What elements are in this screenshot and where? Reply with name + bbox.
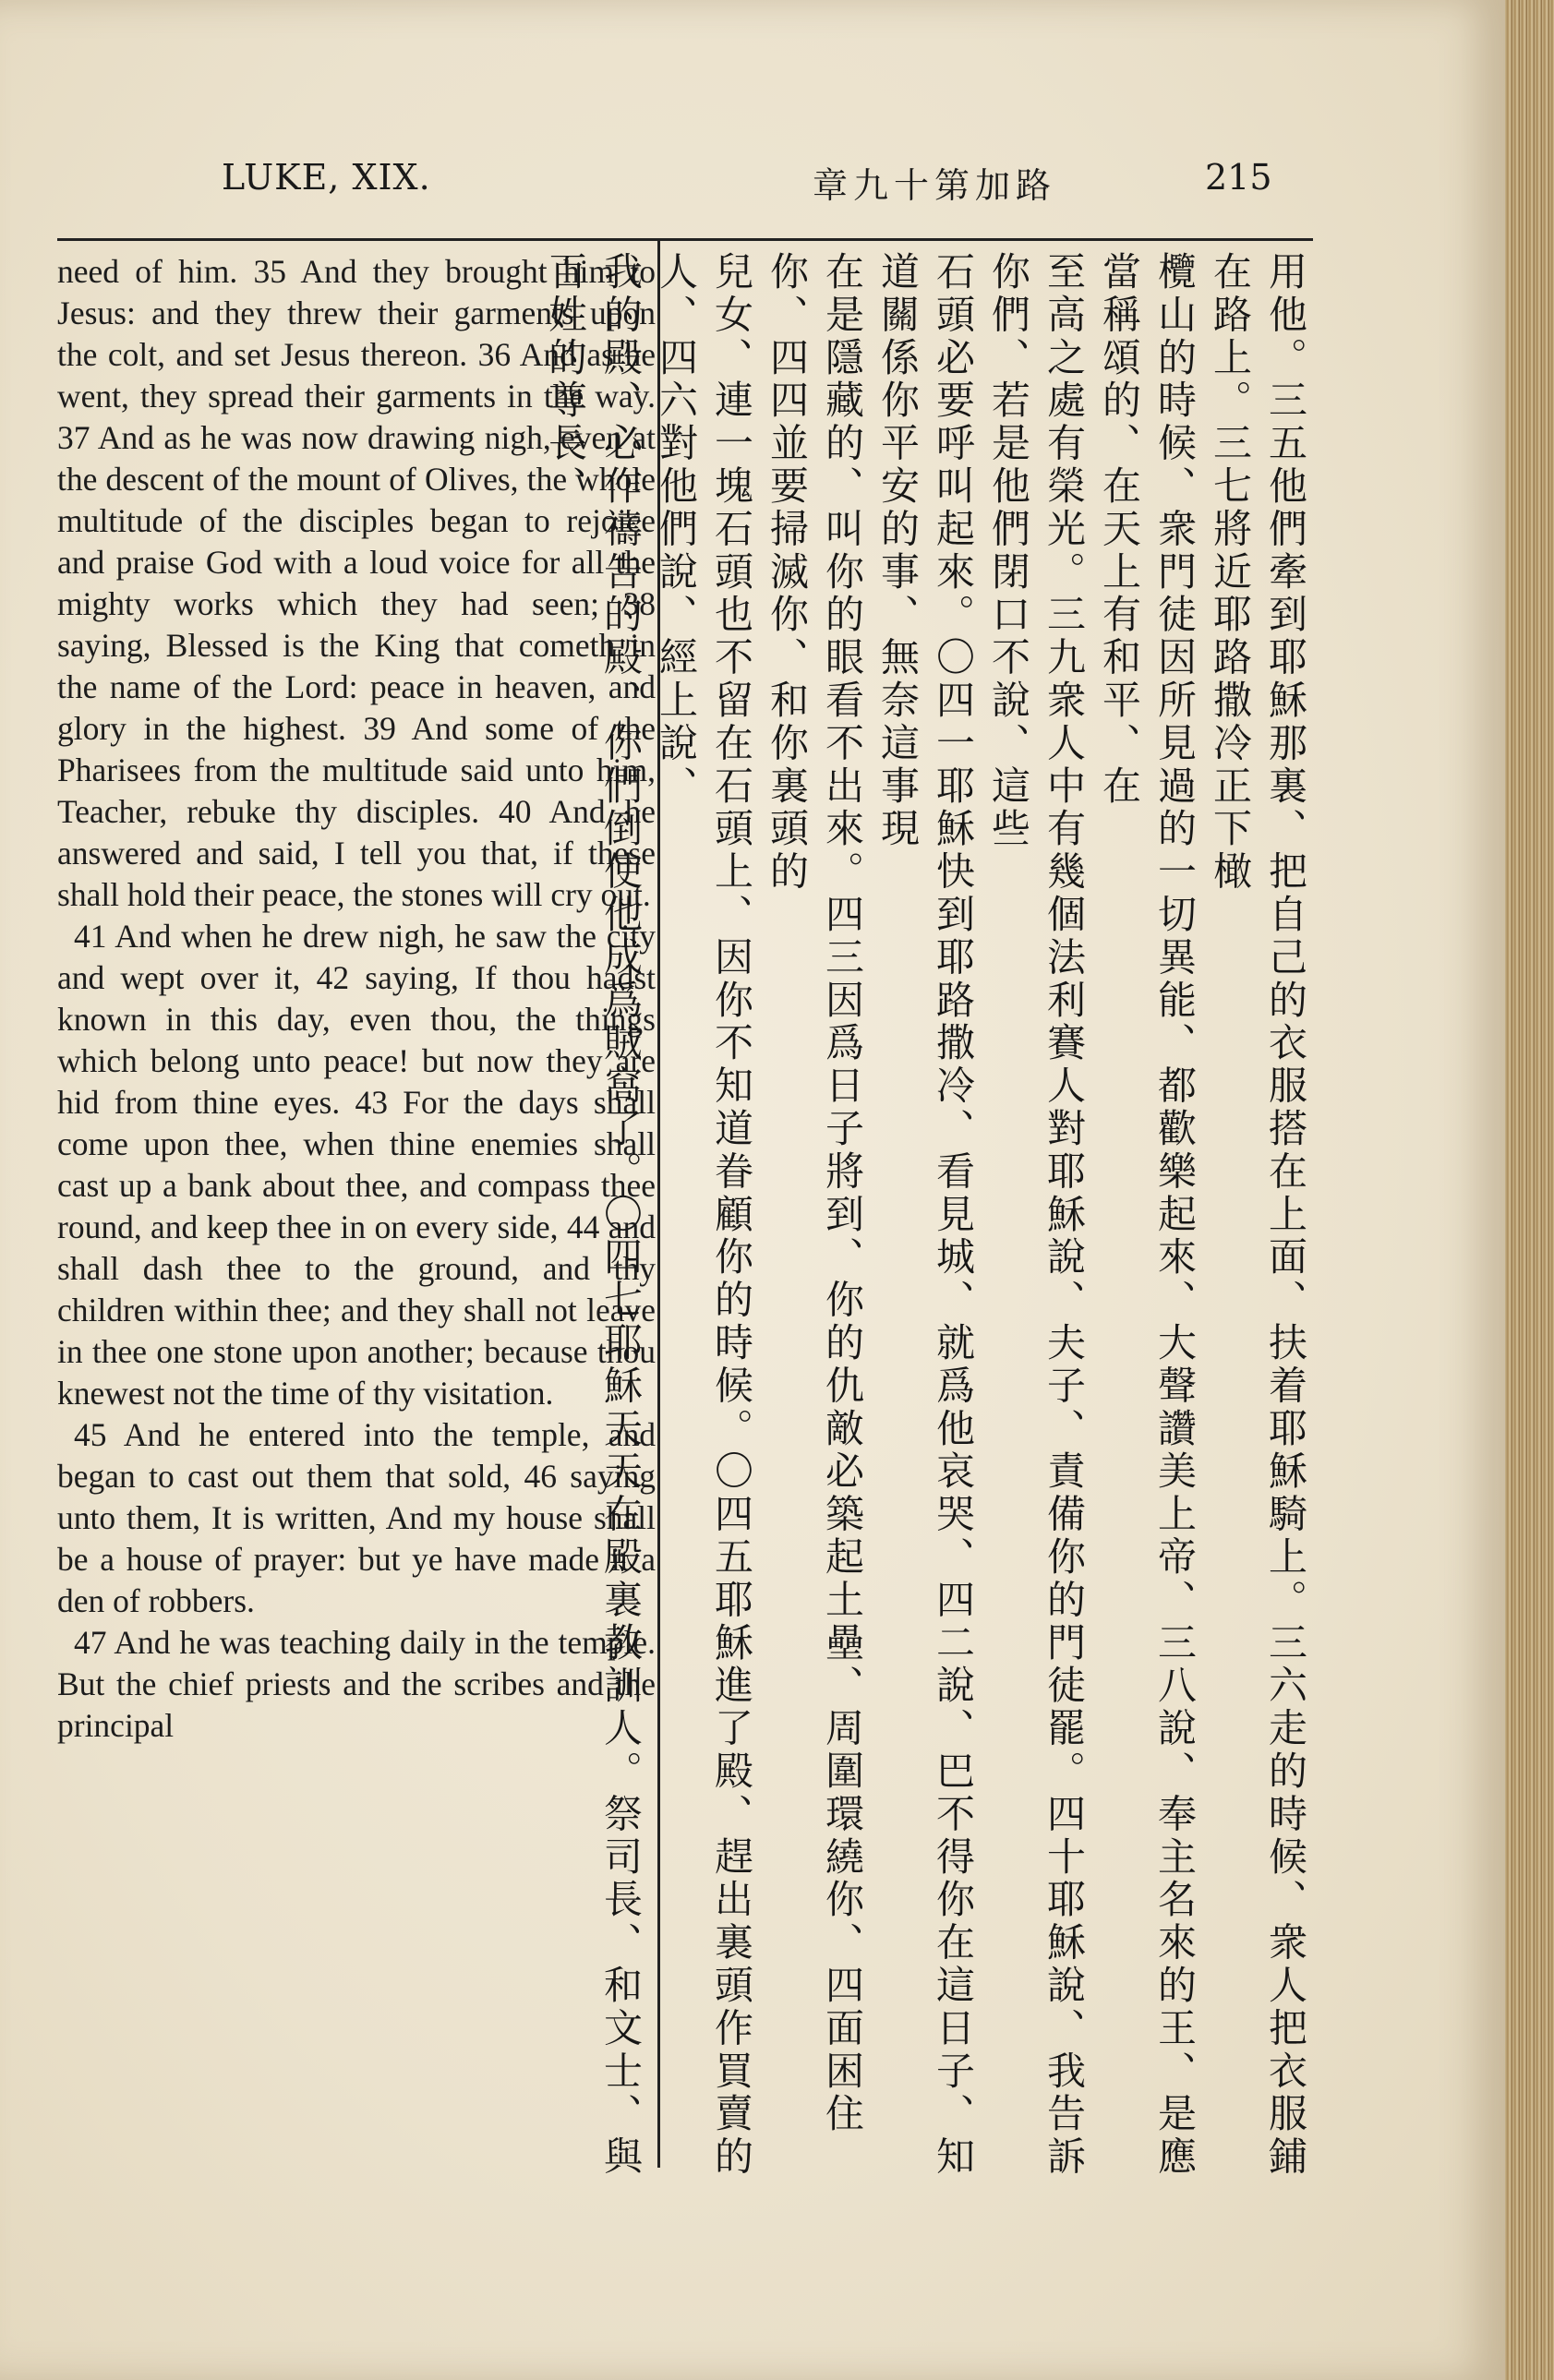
page-edge (1505, 0, 1554, 2380)
english-paragraph: 45 And he entered into the temple, and began to cast out them that sold, 46 saying unto them, It is written, And my house shall be a house of prayer: but ye have made it a den of robbers. (57, 1416, 656, 1619)
english-paragraph: need of him. 35 And they brought him to Jesus: and they threw their garments upon the colt, and set Jesus thereon. 36 And as he went, they spread their garments in the way. 37 And as he was now drawing nigh, even at the descent of the mount of Olives, the whole multitude of the disciples began to rejoice and praise God with a loud voice for all the mighty works which they had seen; 38 saying, Blessed is the King that cometh in the name of the Lord: peace in heaven, and glory in the highest. 39 And some of the Pharisees from the multitude said unto him, Teacher, rebuke thy disciples. 40 And he answered and said, I tell you that, if these shall hold their peace, the stones will cry out. (57, 253, 656, 913)
chinese-column: 至高之處有榮光。三九衆人中有幾個法利賽人對耶穌說、夫子、責備你的門徒罷。四十耶穌說、我告訴你們、若是他們閉口不說、這些 (986, 251, 1087, 2179)
chinese-column: 兒女、連一塊石頭也不留在石頭上、因你不知道眷顧你的時候。〇四五耶穌進了殿、趕出裏頭作買賣的人、四六對他們說、經上說、 (654, 251, 754, 2179)
chinese-column: 石頭必要呼叫起來。〇四一耶穌快到耶路撒冷、看見城、就爲他哀哭、四二說、巴不得你在這日子、知道關係你平安的事、無奈這事現 (875, 251, 976, 2179)
chinese-column: 我的殿、必作禱告的殿、你們倒使他成爲賊窩了。〇四七耶穌天天在殿裏教訓人。祭司長、和文士、與百姓的尊長、 (543, 251, 644, 2179)
header-rule (57, 238, 1313, 241)
english-paragraph: 47 And he was teaching daily in the temple. But the chief priests and the scribes and the principal (57, 1624, 656, 1744)
english-paragraph: 41 And when he drew nigh, he saw the city and wept over it, 42 saying, If thou hadst known in this day, even thou, the things which belong unto peace! but now they are hid from thine eyes. 43 For the days shall come upon thee, when thine enemies shall cast up a bank about thee, and compass thee round, and keep thee in on every side, 44 and shall dash thee to the ground, and thy children within thee; and they shall not leave in thee one stone upon another; because thou knewest not the time of thy visitation. (57, 918, 656, 1412)
chinese-text-block (543, 251, 1313, 2181)
running-head-english: LUKE, XIX. (222, 157, 431, 198)
chinese-column: 欖山的時候、衆門徒因所見過的一切異能、都歡樂起來、大聲讚美上帝、三八說、奉主名來的王、是應當稱頌的、在天上有和平、在 (1097, 251, 1198, 2179)
chinese-column: 在是隱藏的、叫你的眼看不出來。四三因爲日子將到、你的仇敵必築起土壘、周圍環繞你、四面困住你、四四並要掃滅你、和你裏頭的 (765, 251, 865, 2136)
chinese-column: 用他。三五他們牽到耶穌那裏、把自己的衣服搭在上面、扶着耶穌騎上。三六走的時候、衆人把衣服鋪在路上。三七將近耶路撒冷正下橄 (1208, 251, 1308, 2179)
page-number: 215 (1205, 157, 1272, 198)
running-head-chinese: 章九十第加路 (813, 165, 1057, 206)
